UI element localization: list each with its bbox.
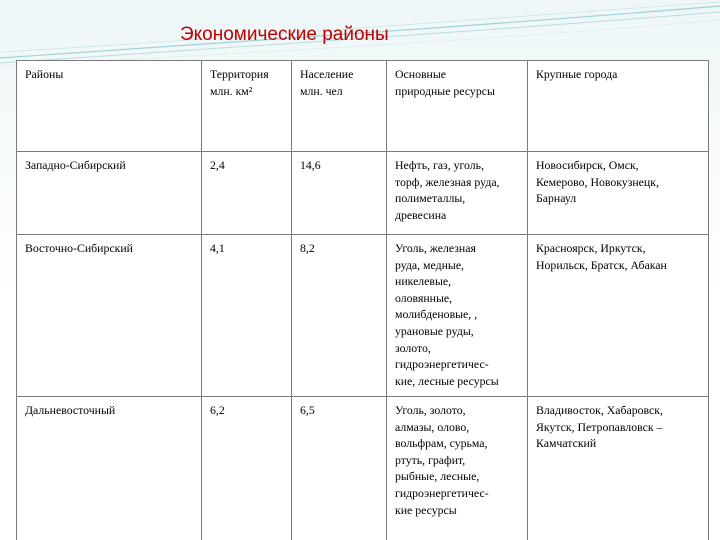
cell-territory: 2,4 xyxy=(202,152,292,235)
cell-region: Дальневосточный xyxy=(17,397,202,540)
table-header-row xyxy=(17,61,709,152)
header-cell-territory: Территория млн. км² xyxy=(202,61,292,152)
page-title: Экономические районы xyxy=(180,24,389,45)
cell-resources: Уголь, железная руда, медные, никелевые, оловянные, молибденовые, , урановые руды, золото, гидроэнергетичес- кие, лесные ресурсы xyxy=(387,235,528,397)
cell-cities: Владивосток, Хабаровск, Якутск, Петропавловск – Камчатский xyxy=(528,397,709,540)
cell-territory: 4,1 xyxy=(202,235,292,397)
regions-table xyxy=(16,60,709,540)
cell-population: 14,6 xyxy=(292,152,387,235)
cell-population: 6,5 xyxy=(292,397,387,540)
header-cell-resources: Основные природные ресурсы xyxy=(387,61,528,152)
header-cell-regions: Районы xyxy=(17,61,202,152)
cell-cities: Красноярск, Иркутск, Норильск, Братск, Абакан xyxy=(528,235,709,397)
cell-cities: Новосибирск, Омск, Кемерово, Новокузнецк, Барнаул xyxy=(528,152,709,235)
cell-territory: 6,2 xyxy=(202,397,292,540)
table-row xyxy=(17,397,709,540)
cell-resources: Уголь, золото, алмазы, олово, вольфрам, сурьма, ртуть, графит, рыбные, лесные, гидроэнергетичес- кие ресурсы xyxy=(387,397,528,540)
header-cell-cities: Крупные города xyxy=(528,61,709,152)
cell-resources: Нефть, газ, уголь, торф, железная руда, полиметаллы, древесина xyxy=(387,152,528,235)
cell-region: Западно-Сибирский xyxy=(17,152,202,235)
cell-region: Восточно-Сибирский xyxy=(17,235,202,397)
table-row xyxy=(17,235,709,397)
cell-population: 8,2 xyxy=(292,235,387,397)
header-cell-population: Население млн. чел xyxy=(292,61,387,152)
table-row xyxy=(17,152,709,235)
